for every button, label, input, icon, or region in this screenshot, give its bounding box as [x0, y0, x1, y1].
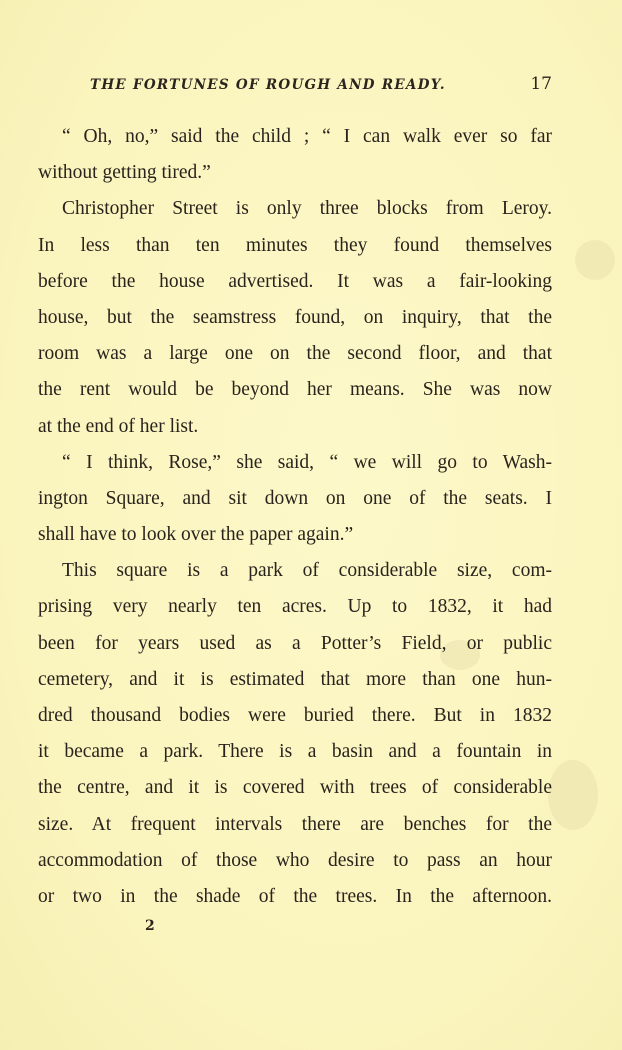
foxing-stain	[548, 760, 598, 830]
body-text	[38, 119, 552, 915]
text-line: without getting tired.”	[38, 162, 211, 184]
signature-mark: 2	[145, 918, 155, 934]
text-line: accommodation of those who desire to pass an hour	[38, 849, 552, 871]
text-line: room was a large one on the second floor, and that	[38, 343, 552, 365]
text-line: Christopher Street is only three blocks from Leroy.	[62, 198, 552, 220]
text-line: prising very nearly ten acres. Up to 1832, it had	[38, 596, 552, 618]
text-line: size. At frequent intervals there are benches for the	[38, 813, 552, 835]
text-line: at the end of her list.	[38, 415, 199, 437]
text-line: cemetery, and it is estimated that more than one hun-	[38, 668, 552, 690]
text-line: house, but the seamstress found, on inquiry, that the	[38, 306, 552, 328]
running-title: THE FORTUNES OF ROUGH AND READY.	[90, 77, 446, 93]
text-line: In less than ten minutes they found themselves	[38, 234, 552, 256]
text-line: the centre, and it is covered with trees of considerable	[38, 777, 552, 799]
foxing-stain	[575, 240, 615, 280]
page-number: 17	[530, 74, 552, 94]
text-line: shall have to look over the paper again.”	[38, 524, 354, 546]
text-line: “ I think, Rose,” she said, “ we will go to Wash-	[62, 451, 552, 473]
running-header	[38, 74, 552, 98]
text-line: been for years used as a Potter’s Field, or public	[38, 632, 552, 654]
text-line: before the house advertised. It was a fair-looking	[38, 270, 552, 292]
text-line: it became a park. There is a basin and a fountain in	[38, 741, 552, 763]
text-line: ington Square, and sit down on one of the seats. I	[38, 487, 552, 509]
text-line: the rent would be beyond her means. She was now	[38, 379, 552, 401]
text-line: dred thousand bodies were buried there. But in 1832	[38, 705, 552, 726]
text-line: or two in the shade of the trees. In the afternoon.	[38, 885, 552, 907]
text-line: This square is a park of considerable size, com-	[62, 560, 552, 582]
text-line: “ Oh, no,” said the child ; “ I can walk ever so far	[62, 126, 552, 147]
